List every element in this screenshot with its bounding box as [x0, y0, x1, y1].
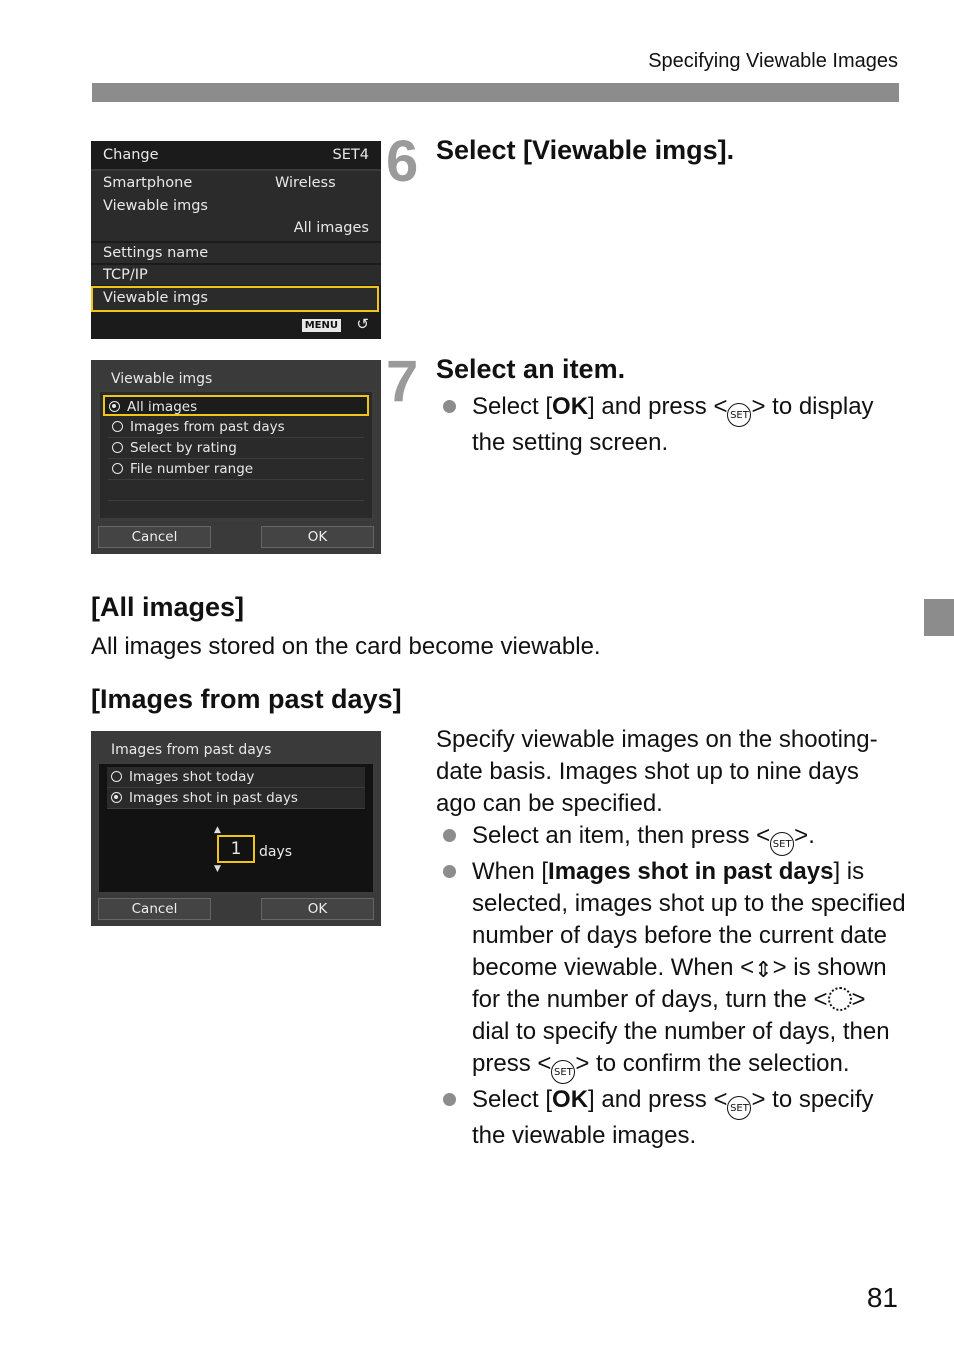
menu-item[interactable]	[91, 265, 381, 285]
ok-button[interactable]: OK	[261, 526, 374, 548]
camera-screen-viewable	[91, 360, 381, 554]
set-label: SET4	[332, 147, 369, 163]
chapter-tab	[924, 599, 954, 636]
radio-icon	[112, 442, 123, 453]
options-panel	[97, 389, 375, 521]
bullet-item: Select an item, then press < SET >.	[436, 820, 906, 856]
option-label: Images from past days	[130, 419, 285, 435]
radio-icon	[112, 463, 123, 474]
up-arrow-icon[interactable]: ▲	[214, 825, 221, 835]
menu-item-label: Settings name	[103, 245, 209, 261]
option-label: Images shot today	[129, 769, 255, 785]
bullet-item: Select [OK] and press < SET > to display the setting screen.	[436, 391, 906, 459]
step-number: 7	[386, 349, 419, 414]
row-label: Smartphone	[103, 175, 193, 191]
option-label: All images	[127, 399, 198, 415]
quick-control-dial-icon	[828, 987, 852, 1011]
empty-row	[108, 480, 364, 501]
menu-item-label: Viewable imgs	[103, 290, 208, 306]
days-value-field[interactable]: 1	[217, 835, 255, 863]
days-unit: days	[259, 844, 293, 860]
option-shot-today[interactable]	[107, 767, 365, 788]
past-days-bullets	[436, 820, 906, 1152]
screen-title: Viewable imgs	[111, 371, 213, 387]
menu-button[interactable]: MENU	[302, 319, 341, 332]
options-panel	[97, 762, 375, 894]
camera-screen-past-days	[91, 731, 381, 926]
set-button-icon: SET	[727, 1096, 751, 1120]
screen-title: Change	[103, 147, 159, 163]
step7-bullets	[436, 391, 906, 459]
set-button-icon: SET	[727, 403, 751, 427]
return-icon: ↺	[356, 315, 369, 333]
set-button-icon: SET	[551, 1060, 575, 1084]
menu-item-label: TCP/IP	[103, 267, 148, 283]
section-title-past-days: [Images from past days]	[91, 684, 402, 714]
option-label: Images shot in past days	[129, 790, 298, 806]
info-panel	[91, 171, 381, 241]
radio-selected-icon	[111, 792, 122, 803]
option-by-rating[interactable]	[108, 438, 364, 459]
radio-selected-icon	[109, 401, 120, 412]
all-images-description: All images stored on the card become viewable.	[91, 633, 601, 660]
row-value: All images	[293, 220, 369, 236]
bullet-item: Select [OK] and press < SET > to specify the viewable images.	[436, 1084, 906, 1152]
option-label: Select by rating	[130, 440, 237, 456]
ok-button[interactable]: OK	[261, 898, 374, 920]
row-label: Viewable imgs	[103, 198, 208, 214]
page-number: 81	[866, 1282, 898, 1313]
option-label: File number range	[130, 461, 254, 477]
menu-item[interactable]	[91, 243, 381, 263]
step-title: Select [Viewable imgs].	[436, 135, 735, 165]
radio-icon	[112, 421, 123, 432]
cancel-button[interactable]: Cancel	[98, 526, 211, 548]
screen-title: Images from past days	[111, 742, 272, 758]
step-number: 6	[386, 129, 419, 194]
camera-screen-change	[91, 141, 381, 339]
option-file-number[interactable]	[108, 459, 364, 480]
past-days-intro: Specify viewable images on the shooting-date basis. Images shot up to nine days ago can be specified.	[436, 726, 878, 817]
running-header: Specifying Viewable Images	[648, 50, 898, 72]
row-value: Wireless	[275, 175, 336, 191]
cross-keys-icon: ⇕	[754, 957, 773, 982]
option-past-days[interactable]	[108, 417, 364, 438]
menu-item-selected[interactable]	[93, 288, 377, 310]
option-past-days[interactable]	[107, 788, 365, 809]
bullet-item: When [Images shot in past days] is selected, images shot up to the specified number of days before the current date become viewable. When <⇕> is shown for the number of days, turn the < > dial to specify the number of days, then press < SET > to confirm the selection.	[436, 856, 906, 1084]
section-title-all-images: [All images]	[91, 592, 245, 622]
cancel-button[interactable]: Cancel	[98, 898, 211, 920]
option-all-images[interactable]	[103, 395, 369, 416]
step-title: Select an item.	[436, 354, 626, 384]
down-arrow-icon[interactable]: ▼	[214, 864, 221, 874]
header-rule	[92, 83, 899, 102]
radio-icon	[111, 771, 122, 782]
set-button-icon: SET	[770, 832, 794, 856]
